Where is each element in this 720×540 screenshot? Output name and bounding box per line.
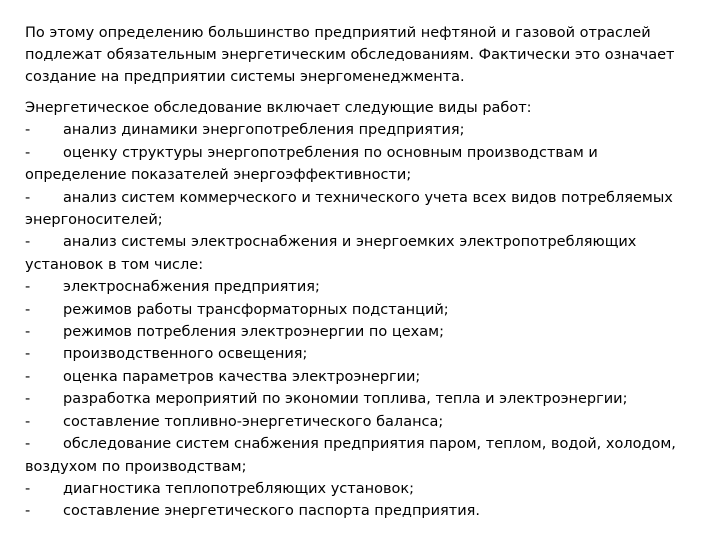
bullet-dash: - xyxy=(25,189,31,206)
list-item-text: анализ системы электроснабжения и энергоемких электропотребляющих установок в том числе: xyxy=(25,234,637,273)
list-item xyxy=(25,366,700,388)
list-item xyxy=(25,433,700,478)
bullet-dash: - xyxy=(25,144,31,161)
list-item xyxy=(25,411,700,433)
list-item xyxy=(25,321,700,343)
list-item-text: анализ систем коммерческого и технического учета всех видов потребляемых энергоносителей; xyxy=(25,189,673,229)
list-item xyxy=(25,500,700,522)
list-item-text: режимов потребления электроэнергии по цехам; xyxy=(63,324,444,341)
bullet-dash: - xyxy=(25,346,31,363)
bullet-dash: - xyxy=(25,301,31,318)
bullet-dash: - xyxy=(25,503,31,520)
list-item-text: составление энергетического паспорта предприятия. xyxy=(63,503,480,520)
bullet-dash: - xyxy=(25,234,31,251)
list-lead: Энергетическое обследование включает следующие виды работ: xyxy=(25,100,532,116)
bullet-dash: - xyxy=(25,391,31,408)
bullet-dash: - xyxy=(25,279,31,296)
intro-paragraph: По этому определению большинство предприятий нефтяной и газовой отраслей подлежат обязательным энергетическим обследованиям. Фактически это означает создание на предприятии системы энергоменеджмента. xyxy=(25,25,675,85)
list-item-text: диагностика теплопотребляющих установок; xyxy=(63,480,415,497)
list-item xyxy=(25,478,700,500)
list-item xyxy=(25,276,700,298)
list-item-text: разработка мероприятий по экономии топлива, тепла и электроэнергии; xyxy=(63,391,628,408)
list-item xyxy=(25,187,700,232)
list-item-text: электроснабжения предприятия; xyxy=(63,279,320,296)
list-item-text: составление топливно-энергетического баланса; xyxy=(63,413,444,430)
bullet-dash: - xyxy=(25,122,31,139)
bullet-dash: - xyxy=(25,413,31,430)
list-item xyxy=(25,388,700,410)
list-item xyxy=(25,343,700,365)
list-item xyxy=(25,231,700,276)
list-item-text: производственного освещения; xyxy=(63,346,308,363)
list-item-text: оценку структуры энергопотребления по основным производствам и определение показателей энергоэффективности; xyxy=(25,144,598,184)
document-body xyxy=(25,22,700,523)
list-item-text: обследование систем снабжения предприятия паром, теплом, водой, холодом, воздухом по производствам; xyxy=(25,436,676,475)
bullet-dash: - xyxy=(25,480,31,497)
work-list-section xyxy=(25,97,700,523)
list-item xyxy=(25,142,700,187)
bullet-dash: - xyxy=(25,368,31,385)
bullet-dash: - xyxy=(25,324,31,341)
list-item-text: оценка параметров качества электроэнергии; xyxy=(63,368,421,385)
list-item xyxy=(25,299,700,321)
list-item xyxy=(25,119,700,141)
bullet-dash: - xyxy=(25,436,31,453)
list-item-text: режимов работы трансформаторных подстанций; xyxy=(63,301,449,318)
list-item-text: анализ динамики энергопотребления предприятия; xyxy=(63,122,465,139)
